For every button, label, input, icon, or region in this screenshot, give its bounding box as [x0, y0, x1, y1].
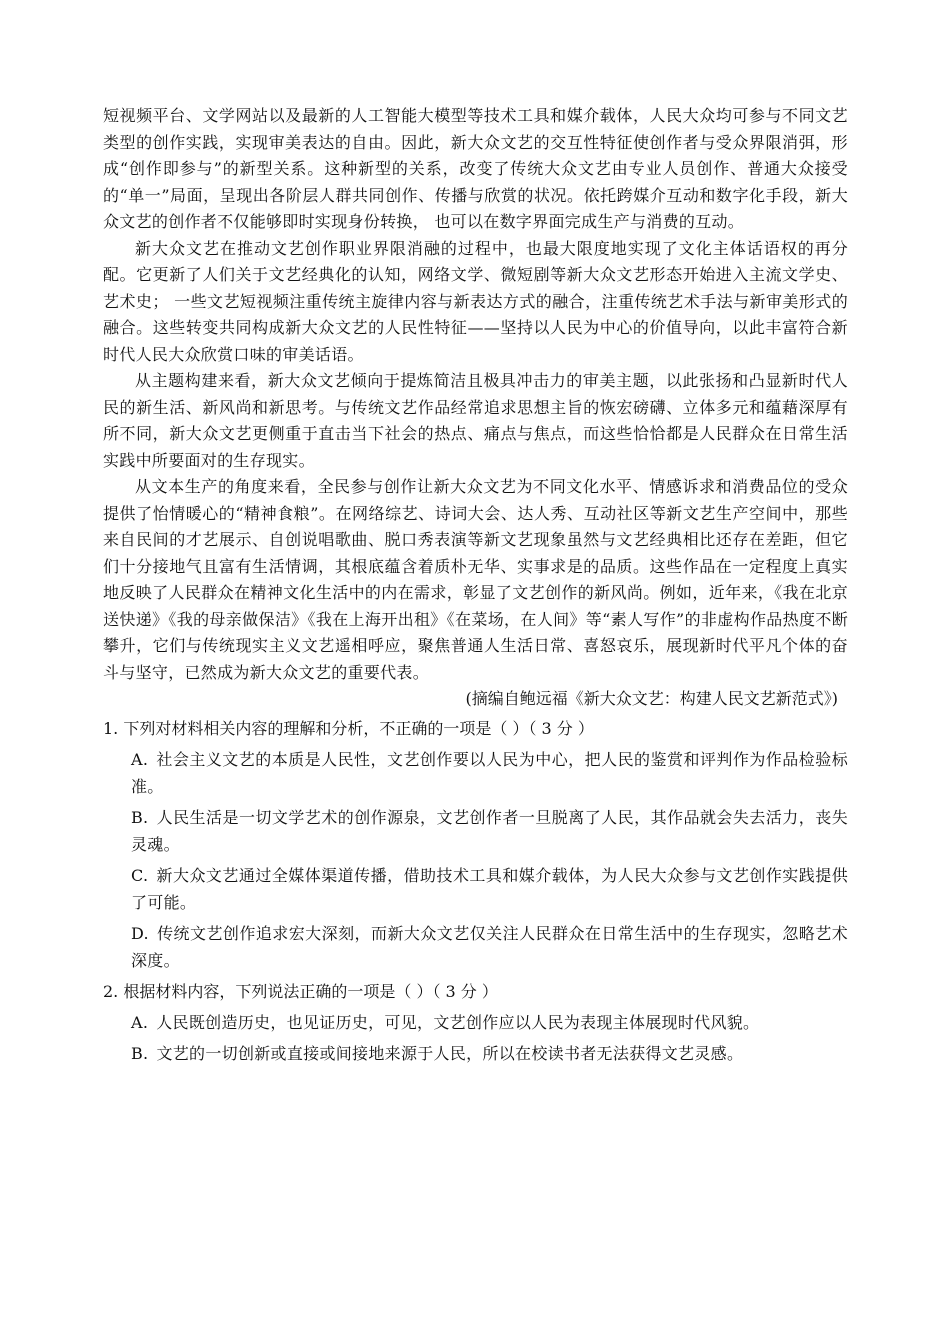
document-page — [103, 103, 848, 1071]
option-text: 社会主义文艺的本质是人民性，文艺创作要以人民为中心，把人民的鉴赏和评判作为作品检验标准。 — [131, 749, 848, 796]
question-1-option-b — [131, 804, 848, 858]
option-text: 文艺的一切创新或直接或间接地来源于人民，所以在校读书者无法获得文艺灵感。 — [156, 1043, 744, 1063]
article-body — [103, 103, 848, 713]
question-1-option-a — [131, 746, 848, 800]
question-1-stem: 1. 下列对材料相关内容的理解和分析，不正确的一项是（ ）（ 3 分 ） — [103, 718, 594, 738]
article-source-citation: (摘编自鲍远福《新大众文艺：构建人民文艺新范式》) — [465, 689, 838, 708]
option-text: 新大众文艺通过全媒体渠道传播，借助技术工具和媒介载体，为人民大众参与文艺创作实践提供了可能。 — [131, 865, 848, 912]
question-2-stem: 2. 根据材料内容，下列说法正确的一项是（ ）（ 3 分 ） — [103, 981, 498, 1001]
article-paragraph-3: 从主题构建来看，新大众文艺倾向于提炼简洁且极具冲击力的审美主题，以此张扬和凸显新时代人民的新生活、新风尚和新思考。与传统文艺作品经常追求思想主旨的恢宏磅礴、立体多元和蕴藉深厚有所不同，新大众文艺更侧重于直击当下社会的热点、痛点与焦点，而这些恰恰都是人民群众在日常生活实践中所要面对的生存现实。 — [103, 371, 848, 470]
option-text: 传统文艺创作追求宏大深刻，而新大众文艺仅关注人民群众在日常生活中的生存现实，忽略艺术深度。 — [131, 923, 848, 970]
question-2-option-b — [131, 1040, 848, 1067]
option-letter: A. — [131, 1012, 149, 1032]
option-letter: D. — [131, 923, 149, 943]
option-letter: B. — [131, 807, 149, 827]
question-1-option-c — [131, 862, 848, 916]
question-1-option-d — [131, 920, 848, 974]
option-letter: A. — [131, 749, 149, 769]
option-letter: C. — [131, 865, 149, 885]
option-letter: B. — [131, 1043, 149, 1063]
option-text: 人民生活是一切文学艺术的创作源泉，文艺创作者一旦脱离了人民，其作品就会失去活力，丧失灵魂。 — [131, 807, 848, 854]
article-paragraph-4: 从文本生产的角度来看，全民参与创作让新大众文艺为不同文化水平、情感诉求和消费品位的受众提供了怡情暖心的“精神食粮”。在网络综艺、诗词大会、达人秀、互动社区等新文艺生产空间中，那些来自民间的才艺展示、自创说唱歌曲、脱口秀表演等新文艺现象虽然与文艺经典相比还存在差距，但它们十分接地气且富有生活情调，其根底蕴含着质朴无华、实事求是的品质。这些作品在一定程度上真实地反映了人民群众在精神文化生活中的内在需求，彰显了文艺创作的新风尚。例如，近年来，《我在北京送快递》《我的母亲做保洁》《我在上海开出租》《在菜场，在人间》等“素人写作”的非虚构作品热度不断攀升，它们与传统现实主义文艺遥相呼应，聚焦普通人生活日常、喜怒哀乐，展现新时代平凡个体的奋斗与坚守，已然成为新大众文艺的重要代表。 — [103, 477, 848, 682]
question-2 — [103, 978, 848, 1067]
question-2-option-a — [131, 1009, 848, 1036]
question-1 — [103, 715, 848, 974]
option-text: 人民既创造历史，也见证历史，可见，文艺创作应以人民为表现主体展现时代风貌。 — [156, 1012, 760, 1032]
article-paragraph-2: 新大众文艺在推动文艺创作职业界限消融的过程中，也最大限度地实现了文化主体话语权的再分配。它更新了人们关于文艺经典化的认知，网络文学、微短剧等新大众文艺形态开始进入主流文学史、艺术史； 一些文艺短视频注重传统主旋律内容与新表达方式的融合，注重传统艺术手法与新审美形式的融合。这些转变共同构成新大众文艺的人民性特征——坚持以人民为中心的价值导向，以此丰富符合新时代人民大众欣赏口味的审美话语。 — [103, 238, 848, 364]
article-paragraph-1: 短视频平台、文学网站以及最新的人工智能大模型等技术工具和媒介载体，人民大众均可参与不同文艺类型的创作实践，实现审美表达的自由。因此，新大众文艺的交互性特征使创作者与受众界限消弭，形成“创作即参与”的新型关系。这种新型的关系，改变了传统大众文艺由专业人员创作、普通大众接受的“单一”局面，呈现出各阶层人群共同创作、传播与欣赏的状况。依托跨媒介互动和数字化手段，新大众文艺的创作者不仅能够即时实现身份转换， 也可以在数字界面完成生产与消费的互动。 — [103, 106, 848, 231]
